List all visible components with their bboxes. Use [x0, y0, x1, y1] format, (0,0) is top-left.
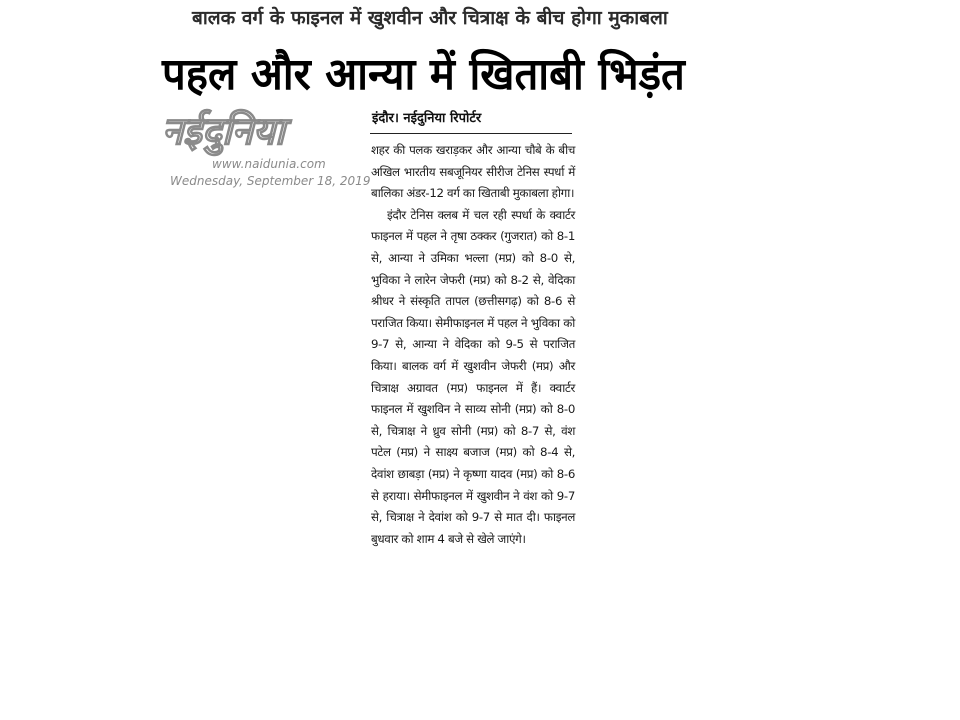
article-paragraph: शहर की पलक खराड़कर और आन्या चौबे के बीच अखिल भारतीय सबजूनियर सीरीज टेनिस स्पर्धा में बालिका अंडर-12 वर्ग का खिताबी मुकाबला होगा। [371, 143, 575, 201]
newspaper-logo: नईदुनिया [162, 109, 285, 153]
publication-date: Wednesday, September 18, 2019 [170, 174, 371, 188]
article-byline: इंदौर। नईदुनिया रिपोर्टर [372, 111, 482, 126]
newspaper-website: www.naidunia.com [212, 157, 326, 171]
byline-divider [370, 133, 572, 134]
article-headline: पहल और आन्या में खिताबी भिड़ंत [162, 49, 685, 100]
article-paragraph: इंदौर टेनिस क्लब में चल रही स्पर्धा के क्वार्टर फाइनल में पहल ने तृषा ठक्कर (गुजरात) को 8-1 से, आन्या ने उमिका भल्ला (मप्र) को 8-0 से, भुविका ने लारेन जेफरी (मप्र) को 8-2 से, वेदिका श्रीधर ने संस्कृति तापल (छत्तीसगढ़) को 8-6 से पराजित किया। सेमीफाइनल में पहल ने भुविका को 9-7 से, आन्या ने वेदिका को 9-5 से पराजित किया। बालक वर्ग में खुशवीन जेफरी (मप्र) और चित्राक्ष अग्रावत (मप्र) फाइनल में हैं। क्वार्टर फाइनल में खुशविन ने साव्य सोनी (मप्र) को 8-0 से, चित्राक्ष ने ध्रुव सोनी (मप्र) को 8-7 से, वंश पटेल (मप्र) ने साक्ष्य बजाज (मप्र) को 8-4 से, देवांश छाबड़ा (मप्र) ने कृष्णा यादव (मप्र) को 8-6 से हराया। सेमीफाइनल में खुशवीन ने वंश को 9-7 से, चित्राक्ष ने देवांश को 9-7 से मात दी। फाइनल बुधवार को शाम 4 बजे से खेले जाएंगे। [371, 207, 575, 546]
article-kicker: बालक वर्ग के फाइनल में खुशवीन और चित्राक्ष के बीच होगा मुकाबला [192, 7, 668, 29]
article-body [371, 140, 575, 550]
